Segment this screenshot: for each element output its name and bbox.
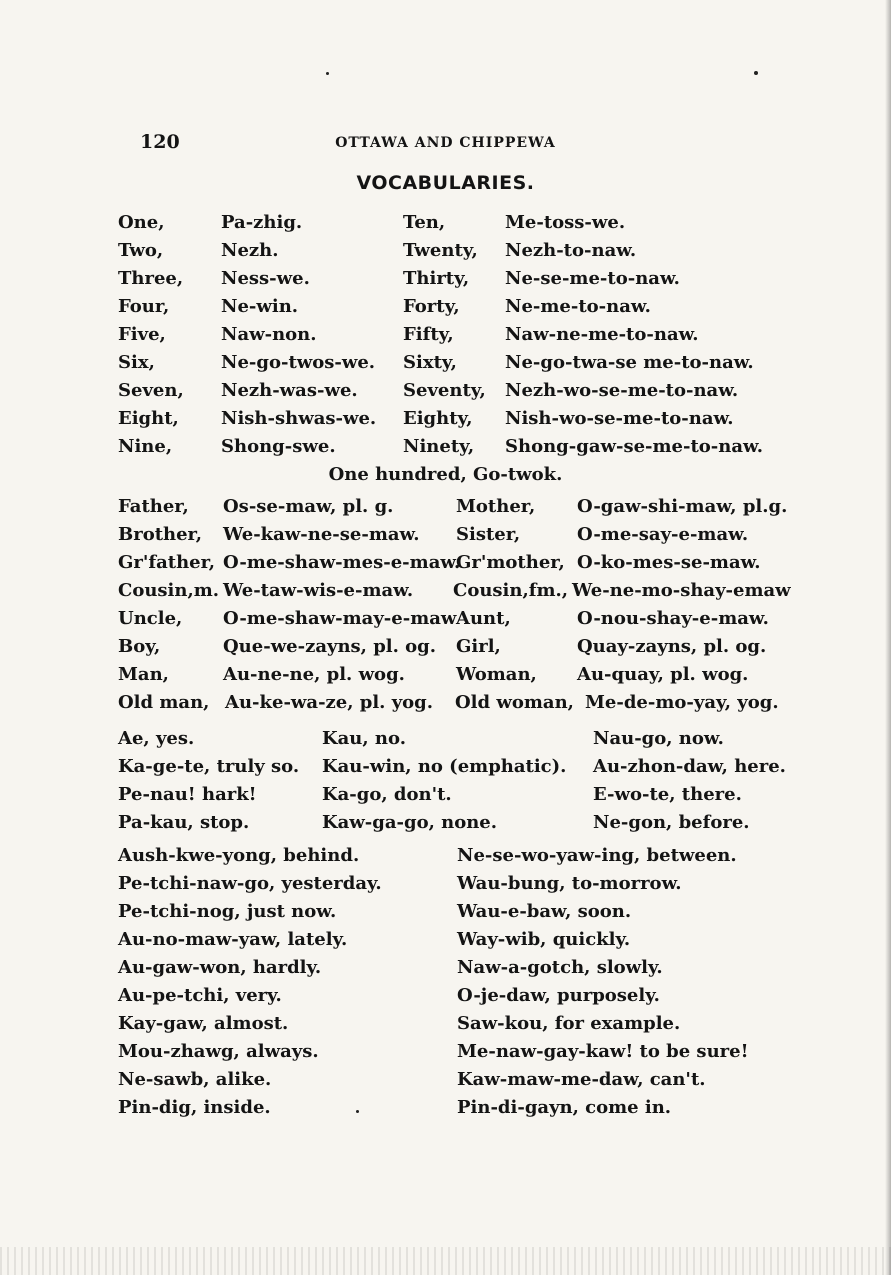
numbers-term: Eighty, (403, 408, 473, 429)
adverb-entry: Way-wib, quickly. (457, 929, 631, 950)
family-term: Sister, (456, 524, 521, 545)
family-translation: We-kaw-ne-se-maw. (223, 524, 420, 545)
adverb-entry: Pe-tchi-nog, just now. (118, 901, 337, 922)
adverbs-row (0, 1094, 891, 1122)
word-entry: E-wo-te, there. (593, 784, 742, 805)
numbers-term: Seventy, (403, 380, 486, 401)
family-term: Aunt, (456, 608, 511, 629)
numbers-translation: Ne-win. (221, 296, 299, 317)
numbers-term: Forty, (403, 296, 460, 317)
numbers-term: Thirty, (403, 268, 470, 289)
running-head: OTTAWA AND CHIPPEWA (335, 135, 556, 151)
adverb-entry: Me-naw-gay-kaw! to be sure! (457, 1041, 749, 1062)
words-row (0, 725, 891, 753)
adverbs-row (0, 842, 891, 870)
family-row (0, 549, 891, 577)
family-term: Girl, (456, 636, 501, 657)
family-term: Brother, (118, 524, 202, 545)
numbers-row (0, 349, 891, 377)
numbers-translation: Nezh-was-we. (221, 380, 358, 401)
word-entry: Kau-win, no (emphatic). (322, 756, 567, 777)
numbers-translation: Shong-gaw-se-me-to-naw. (505, 436, 763, 457)
adverb-entry: Kaw-maw-me-daw, can't. (457, 1069, 706, 1090)
adverb-entry: Pe-tchi-naw-go, yesterday. (118, 873, 382, 894)
numbers-term: Seven, (118, 380, 184, 401)
adverb-entry: Wau-bung, to-morrow. (457, 873, 682, 894)
word-entry: Au-zhon-daw, here. (593, 756, 786, 777)
numbers-translation: Ne-me-to-naw. (505, 296, 651, 317)
adverb-entry: Mou-zhawg, always. (118, 1041, 319, 1062)
numbers-translation: Ness-we. (221, 268, 310, 289)
one-hundred-line: One hundred, Go-twok. (328, 464, 563, 485)
numbers-term: Three, (118, 268, 184, 289)
numbers-term: Two, (118, 240, 164, 261)
family-translation: Au-ke-wa-ze, pl. yog. (225, 692, 434, 713)
numbers-row (0, 293, 891, 321)
family-translation: Me-de-mo-yay, yog. (585, 692, 779, 713)
family-term: Old man, (118, 692, 210, 713)
family-term: Boy, (118, 636, 161, 657)
family-translation: O-me-say-e-maw. (577, 524, 749, 545)
numbers-term: Eight, (118, 408, 179, 429)
numbers-translation: Nish-wo-se-me-to-naw. (505, 408, 734, 429)
adverbs-row (0, 1038, 891, 1066)
numbers-term: Five, (118, 324, 166, 345)
numbers-term: Fifty, (403, 324, 454, 345)
adverb-entry: Ne-sawb, alike. (118, 1069, 272, 1090)
numbers-row (0, 321, 891, 349)
numbers-term: Ten, (403, 212, 446, 233)
family-block (0, 493, 891, 717)
adverbs-row (0, 926, 891, 954)
numbers-term: One, (118, 212, 165, 233)
numbers-translation: Ne-se-me-to-naw. (505, 268, 680, 289)
family-term: Gr'mother, (456, 552, 565, 573)
family-term: Cousin,fm., (453, 580, 569, 601)
adverbs-row (0, 898, 891, 926)
adverb-entry: Pin-di-gayn, come in. (457, 1097, 672, 1118)
family-translation: We-ne-mo-shay-emaw (572, 580, 791, 601)
numbers-translation: Pa-zhig. (221, 212, 303, 233)
family-row (0, 521, 891, 549)
family-translation: Quay-zayns, pl. og. (577, 636, 767, 657)
adverb-entry: Au-no-maw-yaw, lately. (118, 929, 348, 950)
numbers-row (0, 237, 891, 265)
family-term: Woman, (456, 664, 537, 685)
adverb-entry: Aush-kwe-yong, behind. (118, 845, 360, 866)
words-block (0, 725, 891, 837)
words-row (0, 809, 891, 837)
word-entry: Ka-go, don't. (322, 784, 452, 805)
family-translation: Au-quay, pl. wog. (577, 664, 749, 685)
numbers-translation: Nish-shwas-we. (221, 408, 377, 429)
family-translation: Que-we-zayns, pl. og. (223, 636, 437, 657)
adverb-entry: Au-gaw-won, hardly. (118, 957, 322, 978)
family-translation: We-taw-wis-e-maw. (223, 580, 414, 601)
words-row (0, 753, 891, 781)
numbers-row (0, 265, 891, 293)
numbers-translation: Shong-swe. (221, 436, 336, 457)
numbers-block (0, 209, 891, 461)
adverb-entry: Pin-dig, inside. (118, 1097, 271, 1118)
numbers-term: Ninety, (403, 436, 475, 457)
word-entry: Ka-ge-te, truly so. (118, 756, 300, 777)
numbers-row (0, 209, 891, 237)
family-translation: Au-ne-ne, pl. wog. (223, 664, 405, 685)
numbers-translation: Ne-go-twos-we. (221, 352, 376, 373)
numbers-term: Nine, (118, 436, 173, 457)
word-entry: Pa-kau, stop. (118, 812, 250, 833)
family-term: Man, (118, 664, 169, 685)
numbers-term: Sixty, (403, 352, 457, 373)
section-title: VOCABULARIES. (356, 172, 535, 194)
numbers-row (0, 405, 891, 433)
numbers-term: Six, (118, 352, 155, 373)
adverbs-row (0, 870, 891, 898)
word-entry: Ae, yes. (118, 728, 195, 749)
numbers-translation: Naw-ne-me-to-naw. (505, 324, 699, 345)
word-entry: Ne-gon, before. (593, 812, 750, 833)
speck (326, 72, 329, 75)
adverbs-row (0, 1010, 891, 1038)
family-row (0, 493, 891, 521)
family-translation: O-ko-mes-se-maw. (577, 552, 761, 573)
adverbs-block (0, 842, 891, 1122)
adverbs-row (0, 1066, 891, 1094)
word-entry: Pe-nau! hark! (118, 784, 257, 805)
family-term: Gr'father, (118, 552, 216, 573)
family-translation: O-me-shaw-may-e-maw (223, 608, 457, 629)
family-term: Mother, (456, 496, 536, 517)
numbers-translation: Naw-non. (221, 324, 317, 345)
family-row (0, 605, 891, 633)
family-term: Father, (118, 496, 189, 517)
numbers-term: Four, (118, 296, 170, 317)
family-row (0, 689, 891, 717)
numbers-translation: Nezh-wo-se-me-to-naw. (505, 380, 739, 401)
adverb-entry: Saw-kou, for example. (457, 1013, 681, 1034)
family-term: Uncle, (118, 608, 183, 629)
numbers-translation: Nezh-to-naw. (505, 240, 637, 261)
scan-noise (0, 1247, 891, 1275)
words-row (0, 781, 891, 809)
family-row (0, 577, 891, 605)
family-translation: O-nou-shay-e-maw. (577, 608, 769, 629)
family-term: Old woman, (455, 692, 574, 713)
numbers-translation: Me-toss-we. (505, 212, 626, 233)
adverb-entry: Naw-a-gotch, slowly. (457, 957, 663, 978)
speck (754, 71, 758, 75)
family-translation: Os-se-maw, pl. g. (223, 496, 394, 517)
family-term: Cousin,m. (118, 580, 220, 601)
word-entry: Kau, no. (322, 728, 406, 749)
adverbs-row (0, 954, 891, 982)
word-entry: Kaw-ga-go, none. (322, 812, 498, 833)
numbers-translation: Nezh. (221, 240, 279, 261)
numbers-row (0, 433, 891, 461)
adverb-entry: Kay-gaw, almost. (118, 1013, 289, 1034)
numbers-term: Twenty, (403, 240, 478, 261)
family-row (0, 633, 891, 661)
family-translation: O-gaw-shi-maw, pl.g. (577, 496, 788, 517)
adverb-entry: Ne-se-wo-yaw-ing, between. (457, 845, 737, 866)
page-number: 120 (140, 131, 180, 153)
adverbs-row (0, 982, 891, 1010)
adverb-entry: Au-pe-tchi, very. (118, 985, 282, 1006)
adverb-entry: Wau-e-baw, soon. (457, 901, 632, 922)
family-row (0, 661, 891, 689)
numbers-row (0, 377, 891, 405)
adverb-entry: O-je-daw, purposely. (457, 985, 660, 1006)
word-entry: Nau-go, now. (593, 728, 724, 749)
family-translation: O-me-shaw-mes-e-maw. (223, 552, 461, 573)
numbers-translation: Ne-go-twa-se me-to-naw. (505, 352, 754, 373)
